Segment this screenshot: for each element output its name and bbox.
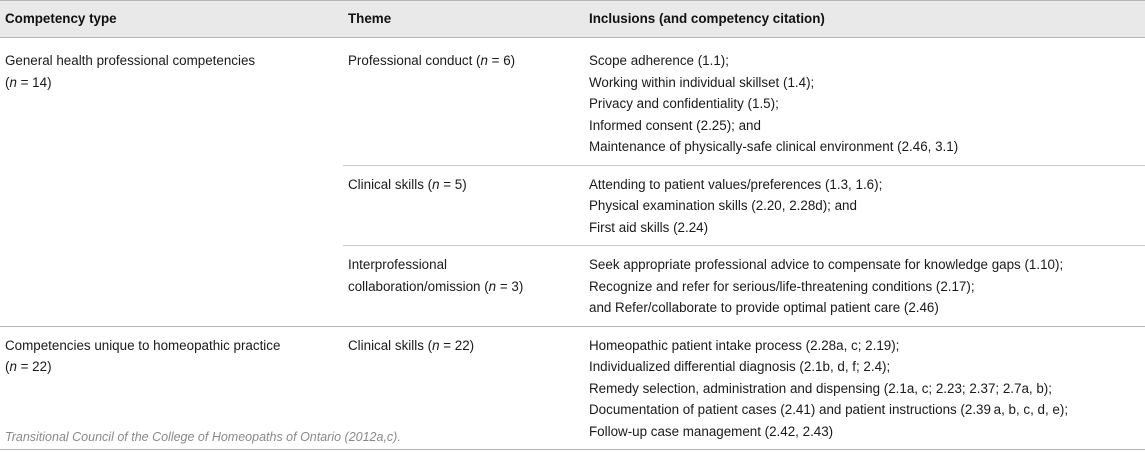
list-item: Scope adherence (1.1);: [589, 53, 729, 68]
header-competency-type: Competency type: [0, 1, 343, 38]
theme-clinical-skills-homeopathic: Clinical skills (n = 22): [343, 326, 576, 450]
inclusions-list: [576, 246, 1145, 327]
inclusions-list: [576, 326, 1145, 450]
list-item: Follow-up case management (2.42, 2.43): [589, 423, 834, 439]
list-item: Maintenance of physically-safe clinical environment (2.46, 3.1): [589, 139, 959, 154]
list-item: Homeopathic patient intake process (2.28a, c; 2.19);: [589, 337, 900, 353]
header-theme: Theme: [343, 1, 576, 38]
list-item: Working within individual skillset (1.4);: [589, 74, 815, 90]
list-item: First aid skills (2.24): [589, 219, 709, 235]
table-footnote: Transitional Council of the College of Homeopaths of Ontario (2012a,c).: [5, 430, 401, 444]
inclusions-list: [576, 38, 1145, 166]
competency-type-general: General health professional competencies (n = 14): [0, 38, 343, 327]
header-inclusions: Inclusions (and competency citation): [576, 1, 1145, 38]
list-item: Physical examination skills (2.20, 2.28d); and: [589, 198, 857, 213]
list-item: Seek appropriate professional advice to compensate for knowledge gaps (1.10);: [589, 257, 1064, 272]
theme-professional-conduct: Professional conduct (n = 6): [343, 38, 576, 166]
list-item: and Refer/collaborate to provide optimal patient care (2.46): [589, 300, 939, 315]
theme-clinical-skills: Clinical skills (n = 5): [343, 165, 576, 246]
list-item: Individualized differential diagnosis (2.1b, d, f; 2.4);: [589, 359, 891, 374]
list-item: Privacy and confidentiality (1.5);: [589, 96, 779, 111]
inclusions-list: [576, 165, 1145, 246]
list-item: Recognize and refer for serious/life-threatening conditions (2.17);: [589, 278, 975, 294]
competency-type-homeopathic: Competencies unique to homeopathic practice (n = 22): [0, 326, 343, 450]
list-item: Remedy selection, administration and dispensing (2.1a, c; 2.23; 2.37; 2.7a, b);: [589, 380, 1052, 396]
list-item: Documentation of patient cases (2.41) and patient instructions (2.39 a, b, c, d, e);: [589, 402, 1069, 417]
table-row: [0, 38, 1145, 166]
list-item: Attending to patient values/preferences (1.3, 1.6);: [589, 176, 883, 192]
list-item: Informed consent (2.25); and: [589, 117, 761, 133]
header-row: [0, 1, 1145, 38]
theme-interprofessional: Interprofessional collaboration/omission (n = 3): [343, 246, 576, 327]
